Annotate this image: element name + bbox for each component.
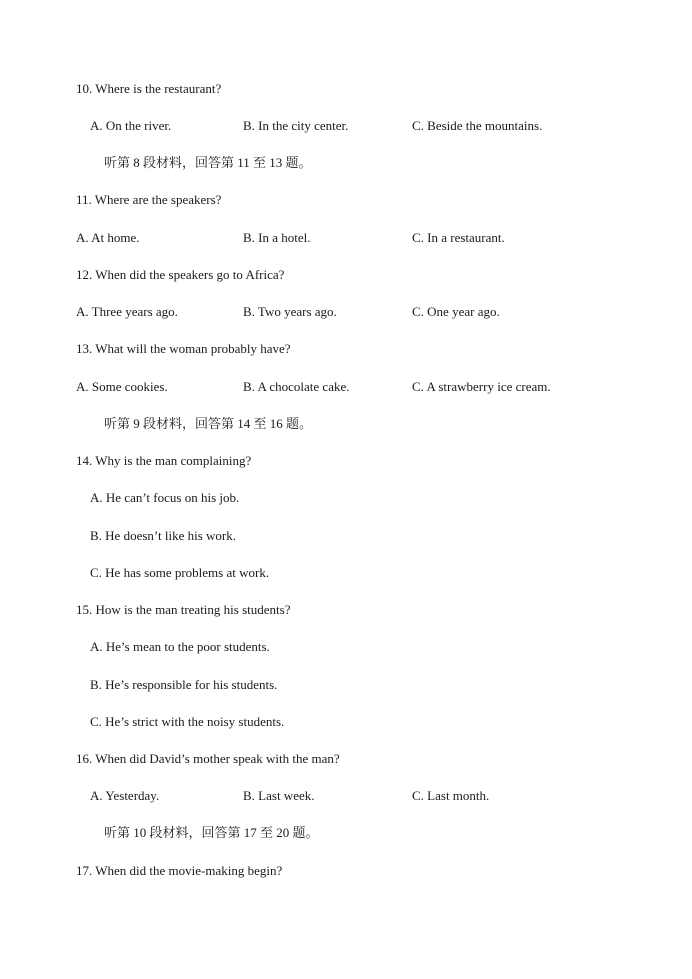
question-17: 17. When did the movie-making begin? bbox=[76, 863, 283, 878]
section-10-instruction: 听第 10 段材料，回答第 17 至 20 题。 bbox=[104, 825, 319, 840]
section-9-instruction: 听第 9 段材料，回答第 14 至 16 题。 bbox=[104, 416, 313, 431]
option-15b: B. He’s responsible for his students. bbox=[90, 677, 278, 692]
question-16: 16. When did David’s mother speak with the man? bbox=[76, 751, 340, 766]
section-8-instruction: 听第 8 段材料，回答第 11 至 13 题。 bbox=[104, 155, 312, 170]
option-12c: C. One year ago. bbox=[412, 304, 500, 319]
option-16c: C. Last month. bbox=[412, 788, 490, 803]
option-14b: B. He doesn’t like his work. bbox=[90, 528, 236, 543]
option-15a: A. He’s mean to the poor students. bbox=[90, 639, 270, 654]
question-10: 10. Where is the restaurant? bbox=[76, 81, 222, 96]
option-14c: C. He has some problems at work. bbox=[90, 565, 270, 580]
option-13a: A. Some cookies. bbox=[76, 379, 168, 394]
option-10a: A. On the river. bbox=[90, 118, 172, 133]
option-16a: A. Yesterday. bbox=[90, 788, 160, 803]
option-13b: B. A chocolate cake. bbox=[243, 379, 350, 394]
question-14: 14. Why is the man complaining? bbox=[76, 453, 252, 468]
option-12b: B. Two years ago. bbox=[243, 304, 337, 319]
question-11: 11. Where are the speakers? bbox=[76, 192, 222, 207]
option-12a: A. Three years ago. bbox=[76, 304, 178, 319]
option-10b: B. In the city center. bbox=[243, 118, 349, 133]
option-16b: B. Last week. bbox=[243, 788, 315, 803]
option-15c: C. He’s strict with the noisy students. bbox=[90, 714, 285, 729]
question-12: 12. When did the speakers go to Africa? bbox=[76, 267, 285, 282]
question-13: 13. What will the woman probably have? bbox=[76, 341, 291, 356]
question-15: 15. How is the man treating his students? bbox=[76, 602, 291, 617]
option-10c: C. Beside the mountains. bbox=[412, 118, 543, 133]
option-13c: C. A strawberry ice cream. bbox=[412, 379, 551, 394]
option-11b: B. In a hotel. bbox=[243, 230, 311, 245]
option-11a: A. At home. bbox=[76, 230, 140, 245]
option-11c: C. In a restaurant. bbox=[412, 230, 505, 245]
option-14a: A. He can’t focus on his job. bbox=[90, 490, 240, 505]
